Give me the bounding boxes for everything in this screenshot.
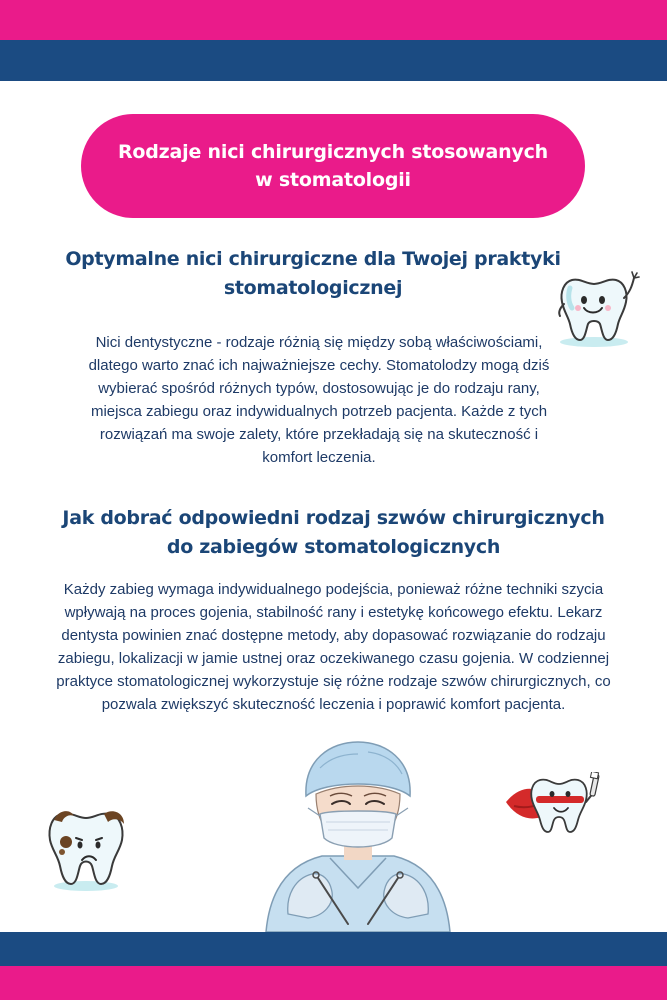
top-navy-band [0, 40, 667, 81]
page-title: Rodzaje nici chirurgicznych stosowanych w stomatologii [117, 141, 548, 191]
bottom-pink-band [0, 966, 667, 1000]
section1-body: Nici dentystyczne - rodzaje różnią się między sobą właściwościami, dlatego warto znać ich najważniejsze cechy. Stomatolodzy mogą dziś wybierać spośród różnych typów, dostosowując je do rodzaju rany, miejsca zabiegu oraz indywidualnych potrzeb pacjenta. Każde z tych rozwiązań ma swoje zalety, które przekładają się na skuteczność i komfort leczenia. [88, 334, 550, 466]
dental-surgeon-illustration [260, 738, 456, 932]
happy-tooth-icon [548, 264, 640, 348]
bottom-navy-band [0, 932, 667, 966]
title-banner [81, 114, 585, 218]
sad-tooth-icon [40, 802, 132, 892]
section1-heading: Optymalne nici chirurgiczne dla Twojej praktyki stomatologicznej [65, 248, 561, 299]
section2-heading: Jak dobrać odpowiedni rodzaj szwów chirurgicznych do zabiegów stomatologicznych [62, 507, 605, 558]
section2-body: Każdy zabieg wymaga indywidualnego podejścia, ponieważ różne techniki szycia wpływają na proces gojenia, stabilność rany i estetykę końcowego efektu. Lekarz dentysta powinien znać dostępne metody, aby dopasować rozwiązanie do rodzaju zabiegu, lokalizacji w jamie ustnej oraz oczekiwanego czasu gojenia. W codziennej praktyce stomatologicznej wykorzystuje się różne rodzaje szwów chirurgicznych, co pozwala zwiększyć skuteczność leczenia i poprawić komfort pacjenta. [56, 581, 611, 713]
top-pink-band [0, 0, 667, 40]
superhero-tooth-icon [500, 772, 604, 838]
